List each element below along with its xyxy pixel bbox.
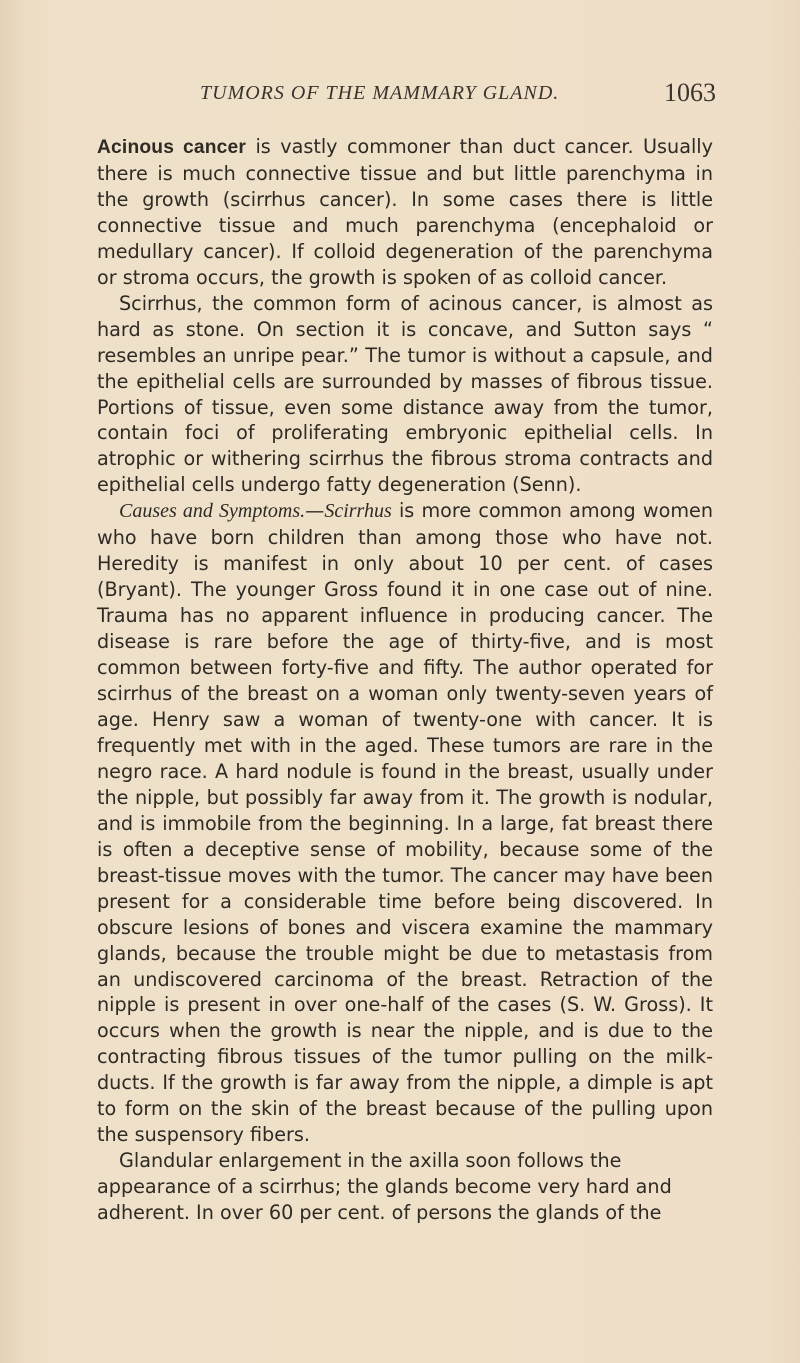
paragraph-text: is more common among women who have born children than among those who have not. Heredity is manifest in only about 10 per cent. of cases (Bryant). The younger Gross found it in one case out of nine. Trauma has no apparent influence in producing cancer. The disease is rare before the age of thirty-five, and is most common between forty-five and fifty. The author operated for scirrhus of the breast on a woman only twenty-seven years of age. Henry saw a woman of twenty-one with cancer. It is frequently met with in the aged. These tumors are rare in the negro race. A hard nodule is found in the breast, usually under the nipple, but possibly far away from it. The growth is nodular, and is immobile from the beginning. In a large, fat breast there is often a deceptive sense of mobility, because some of the breast-tissue moves with the tumor. The cancer may have been present for a considerable time before being discovered. In obscure lesions of bones and viscera examine the mammary glands, because the trouble might be due to metastasis from an undiscovered carcinoma of the breast. Retraction of the nipple is present in over one-half of the cases (S. W. Gross). It occurs when the growth is near the nipple, and is due to the contracting fibrous tissues of the tumor pulling on the milk-ducts. If the growth is far away from the nipple, a dimple is apt to form on the skin of the breast because of the pulling upon the suspensory fibers. [97,499,714,1147]
paragraph-scirrhus: Scirrhus, the common form of acinous cancer, is almost as hard as stone. On section it is concave, and Sutton says “ resembles an unripe pear.” The tumor is without a capsule, and the epithelial cells are surrounded by masses of fibrous tissue. Portions of tissue, even some distance away from the tumor, contain foci of proliferating embryonic epithelial cells. In atrophic or withering scirrhus the fibrous stroma contracts and epithelial cells undergo fatty degeneration (Senn). [97,291,713,497]
page-number: 1063 [664,78,716,107]
paragraph-lead-term: Acinous cancer [97,137,247,158]
paragraph-glandular: Glandular enlargement in the axilla soon follows the appearance of a scirrhus; the glands become very hard and adherent. In over 60 per cent. of persons the glands of the [97,1149,672,1225]
paragraph-acinous-cancer [97,134,713,291]
paragraph-causes-symptoms [97,498,713,1148]
paragraph-text: is vastly commoner than duct cancer. Usually there is much connective tissue and but little parenchyma in the growth (scirrhus cancer). In some cases there is little connective tissue and much parenchyma (encephaloid or medullary cancer). If colloid degeneration of the parenchyma or stroma occurs, the growth is spoken of as colloid cancer. [97,135,713,289]
body-text [97,134,713,1226]
italic-term: Scirrhus [324,500,392,523]
running-header: TUMORS OF THE MAMMARY GLAND. [200,82,560,104]
em-dash: — [305,499,325,523]
section-heading-italic: Causes and Symptoms. [119,500,306,523]
